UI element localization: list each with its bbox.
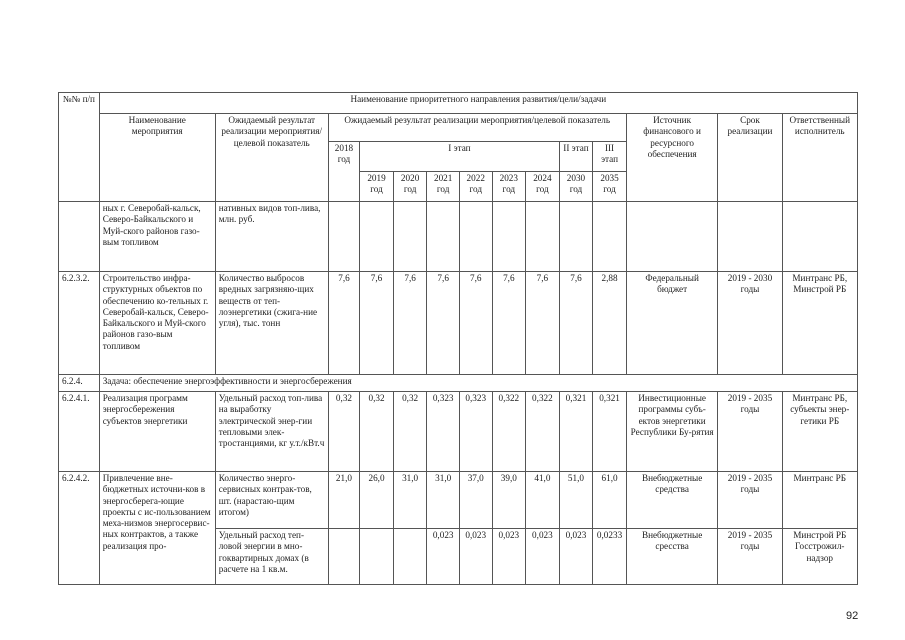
stage1-header: I этап: [360, 142, 559, 172]
year-header: 2021 год: [427, 172, 460, 202]
value-cell: 39,0: [492, 472, 526, 529]
value-cell: 0,322: [526, 392, 560, 472]
value-cell: 51,0: [559, 472, 593, 529]
value-cell: 0,322: [492, 392, 526, 472]
value-cell: 31,0: [427, 472, 460, 529]
stage3-header: III этап: [593, 142, 627, 172]
responsible-cell: Минстрой РБ Госстрожил-надзор: [782, 529, 857, 585]
value-cell: 0,0233: [593, 529, 627, 585]
value-cell: 0,323: [427, 392, 460, 472]
source-cell: Внебюджетные средства: [626, 472, 718, 529]
value-cell: 0,023: [492, 529, 526, 585]
value-cell: 7,6: [492, 272, 526, 375]
stage2-header: II этап: [559, 142, 593, 172]
term-cell: 2019 - 2035 годы: [718, 472, 782, 529]
expected-result-header: Ожидаемый результат реализации мероприятия/целевой показатель: [215, 114, 328, 202]
responsible-cell: Минтранс РБ, субъекты энер-гетики РБ: [782, 392, 857, 472]
year-header: 2023 год: [492, 172, 526, 202]
table-row: [59, 375, 858, 392]
indicator: нативных видов топ-лива, млн. руб.: [215, 202, 328, 272]
value-cell: 0,32: [393, 392, 427, 472]
value-cell: 0,023: [559, 529, 593, 585]
value-cell: 26,0: [360, 472, 394, 529]
value-cell: 7,6: [559, 272, 593, 375]
year-header: 2020 год: [393, 172, 427, 202]
row-number: 6.2.4.: [59, 375, 100, 392]
year-header: 2019 год: [360, 172, 394, 202]
value-cell: 7,6: [328, 272, 360, 375]
value-cell: 21,0: [328, 472, 360, 529]
indicator: Количество энерго-сервисных контрак-тов, шт. (нарастаю-щим итогом): [215, 472, 328, 529]
activity-name: Реализация программ энергосбережения субъектов энергетики: [99, 392, 215, 472]
responsible-cell: Минтранс РБ, Минстрой РБ: [782, 272, 857, 375]
term-header: Срок реализации: [718, 114, 782, 202]
task-title: Задача: обеспечение энергоэффективности и энергосбережения: [99, 375, 857, 392]
value-cell: 7,6: [459, 272, 492, 375]
value-cell: 0,32: [328, 392, 360, 472]
page-number: 92: [846, 610, 859, 622]
value-cell: 7,6: [360, 272, 394, 375]
value-cell: 2,88: [593, 272, 627, 375]
value-cell: 37,0: [459, 472, 492, 529]
year-header: 2030 год: [559, 172, 593, 202]
term-cell: 2019 - 2035 годы: [718, 392, 782, 472]
name-header: Наименование мероприятия: [99, 114, 215, 202]
num-col-header: №№ п/п: [59, 93, 100, 202]
value-cell: 7,6: [427, 272, 460, 375]
year-header: 2024 год: [526, 172, 560, 202]
value-cell: 7,6: [526, 272, 560, 375]
responsible-header: Ответственный исполнитель: [782, 114, 857, 202]
row-number: [59, 202, 100, 272]
responsible-cell: Минтранс РБ: [782, 472, 857, 529]
indicator: Количество выбросов вредных загрязняю-щих веществ от теп-лоэнергетики (сжига-ние угля), тыс. тонн: [215, 272, 328, 375]
value-cell: 0,321: [593, 392, 627, 472]
table-row: [59, 472, 858, 529]
year-header: 2035 год: [593, 172, 627, 202]
value-cell: 0,023: [526, 529, 560, 585]
indicator: Удельный расход теп-ловой энергии в мно-гоквартирных домах (в расчете на 1 кв.м.: [215, 529, 328, 585]
table-row: [59, 272, 858, 375]
source-cell: Инвестиционные программы субъ-ектов энергетики Республики Бу-рятия: [626, 392, 718, 472]
activity-name: Строительство инфра-структурных объектов по обеспечению ко-тельных г. Северобай-кальск, Северо-Байкальского и Муй-ского районов газо-вым топливом: [99, 272, 215, 375]
value-cell: 61,0: [593, 472, 627, 529]
value-cell: 0,32: [360, 392, 394, 472]
activity-name: Привлечение вне-бюджетных источни-ков в энергосберега-ющие проекты с ис-пользованием меха-низмов энергосервис-ных контрактов, а также реализация про-: [99, 472, 215, 585]
year-header: 2022 год: [459, 172, 492, 202]
year-2018-header: 2018 год: [328, 142, 360, 202]
term-cell: 2019 - 2035 годы: [718, 529, 782, 585]
term-cell: 2019 - 2030 годы: [718, 272, 782, 375]
indicator: Удельный расход топ-лива на выработку электрической энер-гии тепловыми элек-тростанциями, кг у.т./кВт.ч: [215, 392, 328, 472]
value-cell: 0,023: [459, 529, 492, 585]
row-number: 6.2.4.1.: [59, 392, 100, 472]
plan-table: [58, 92, 858, 585]
row-number: 6.2.4.2.: [59, 472, 100, 585]
expected-values-header: Ожидаемый результат реализации мероприятия/целевой показатель: [328, 114, 626, 142]
activity-name: ных г. Северобай-кальск, Северо-Байкальского и Муй-ского районов газо-вым топливом: [99, 202, 215, 272]
value-cell: [328, 529, 360, 585]
value-cell: [360, 529, 394, 585]
source-cell: Федеральный бюджет: [626, 272, 718, 375]
source-cell: Внебюджетные сресства: [626, 529, 718, 585]
value-cell: 7,6: [393, 272, 427, 375]
value-cell: 41,0: [526, 472, 560, 529]
value-cell: 31,0: [393, 472, 427, 529]
value-cell: 0,023: [427, 529, 460, 585]
table-row: [59, 392, 858, 472]
table-row: [59, 202, 858, 272]
main-title-header: Наименование приоритетного направления развития/цели/задачи: [99, 93, 857, 114]
source-header: Источник финансового и ресурсного обеспечения: [626, 114, 718, 202]
value-cell: 0,321: [559, 392, 593, 472]
value-cell: 0,323: [459, 392, 492, 472]
value-cell: [393, 529, 427, 585]
row-number: 6.2.3.2.: [59, 272, 100, 375]
